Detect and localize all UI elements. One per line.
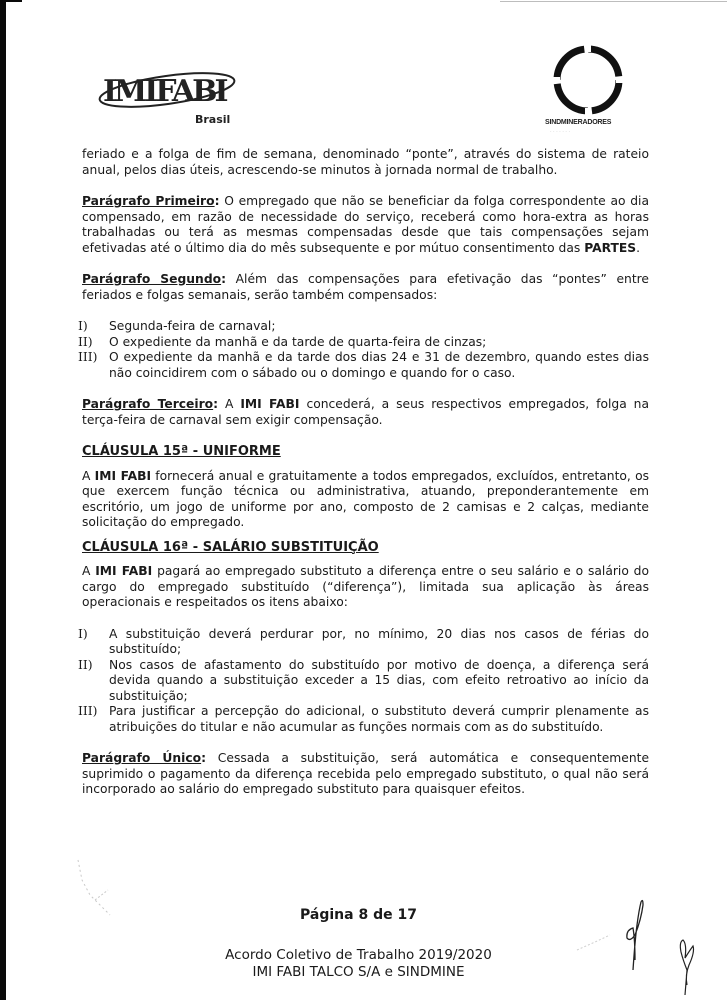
list-text: A substituição deverá perdurar por, no mínimo, 20 dias nos casos de férias do substituído; — [109, 626, 649, 656]
bold-term: IMI FABI — [95, 564, 153, 578]
paragraph-label: Parágrafo Primeiro — [82, 194, 215, 208]
sindmineradores-logo — [540, 40, 660, 140]
clause-16-text — [82, 564, 649, 611]
paragrafo-segundo: Parágrafo Segundo: Além das compensações para efetivação das “pontes” entre feriados e folgas semanais, serão também compensados: — [82, 272, 649, 302]
clause-16-title: CLÁUSULA 16ª - SALÁRIO SUBSTITUIÇÃO — [82, 539, 379, 555]
logo-subtitle: Brasil — [195, 113, 231, 126]
imifabi-logo-mark — [95, 68, 245, 113]
list-text: Nos casos de afastamento do substituído por motivo de doença, a diferença será devida quando a substituição exceder a 15 dias, com efeito retroativo ao início da substituição; — [109, 657, 649, 703]
paragraph-text-end: concederá, a seus respectivos empregados, folga na terça-feira de carnaval sem exigir compensação. — [82, 397, 650, 427]
clause-15-text — [82, 469, 649, 531]
document-body — [78, 147, 650, 798]
intro-paragraph: feriado e a folga de fim de semana, denominado “ponte”, através do sistema de rateio anual, pelos dias úteis, acrescendo-se minutos à jornada normal de trabalho. — [82, 147, 649, 177]
imifabi-logo — [95, 68, 245, 128]
list-item — [78, 319, 649, 335]
paragraph-text: Cessada a substituição, será automática e consequentemente suprimido o pagamento da diferença recebida pelo empregado substituto, o qual não será incorporado ao salário do empregado substituto para quaisquer efeitos. — [82, 751, 650, 796]
paragrafo-segundo-list — [78, 319, 649, 381]
paragrafo-primeiro: Parágrafo Primeiro: O empregado que não se beneficiar da folga correspondente ao dia compensado, em razão de necessidade do serviço, receberá como hora-extra as horas trabalhadas ou terá as mesmas compensadas desde que tais compensações sejam efetivadas até o último dia do mês subsequente e por mútuo consentimento das PARTES. — [82, 194, 649, 255]
list-numeral: I) — [78, 319, 88, 333]
crosshair-circle-icon — [548, 40, 628, 120]
logo-name: SINDMINERADORES — [545, 119, 612, 126]
bold-term: IMI FABI — [94, 468, 152, 483]
scan-edge-artifact — [0, 0, 6, 1000]
list-numeral: III) — [78, 704, 98, 718]
footer-line-1: Acordo Coletivo de Trabalho 2019/2020 — [225, 947, 492, 963]
faint-stamp-mark — [577, 935, 610, 950]
paragraph-text: Além das compensações para efetivação das “pontes” entre feriados e folgas semanais, serão também compensados: — [82, 272, 649, 302]
paragraph-label: Parágrafo Único — [82, 751, 202, 765]
handwritten-signatures — [575, 880, 725, 1000]
list-text: Para justificar a percepção do adicional, o substituto deverá cumprir plenamente as atribuições do titular e não acumular as funções normais com as do substituído. — [109, 704, 649, 734]
scan-top-artifact — [0, 0, 22, 2]
paragraph-text: A — [218, 397, 241, 411]
page-number: Página 8 de 17 — [300, 907, 417, 923]
clause-16-list — [78, 626, 649, 736]
bold-term: PARTES — [584, 240, 637, 255]
list-numeral: II) — [78, 657, 93, 672]
paragraph-text-end: fornecerá anual e gratuitamente a todos empregados, excluídos, entretanto, os que exercem função técnica ou administrativa, atuando, preponderantemente em escritório, um jogo de uniforme por ano, composto de 2 camisas e 2 calças, mediante solicitação do empregado. — [82, 468, 649, 529]
paragraph-text: A — [82, 564, 96, 578]
list-numeral: II) — [78, 334, 93, 349]
paragrafo-terceiro: Parágrafo Terceiro: A IMI FABI concederá, a seus respectivos empregados, folga na terça-feira de carnaval sem exigir compensação. — [82, 397, 650, 427]
logo-subtext-faded: · · · · · · · — [550, 129, 570, 135]
paragraph-label: Parágrafo Segundo — [82, 272, 222, 286]
list-text: O expediente da manhã e da tarde de quarta-feira de cinzas; — [109, 334, 487, 349]
bold-term: IMI FABI — [240, 397, 300, 411]
footer-line-2: IMI FABI TALCO S/A e SINDMINE — [252, 964, 465, 980]
list-numeral: I) — [78, 626, 88, 641]
paragraph-text-end: pagará ao empregado substituto a diferença entre o seu salário e o salário do cargo do empregado substituído (“diferença”), limitada sua aplicação às áreas operacionais e respeitados os itens abaixo: — [82, 564, 650, 609]
clause-15-title: CLÁUSULA 15ª - UNIFORME — [82, 444, 281, 459]
signature-1 — [627, 901, 643, 970]
paragraph-text: A — [82, 468, 95, 483]
list-item — [78, 657, 649, 705]
list-item — [78, 626, 649, 658]
paragrafo-unico: Parágrafo Único: Cessada a substituição, será automática e consequentemente suprimido o pagamento da diferença recebida pelo empregado substituto, o qual não será incorporado ao salário do empregado substituto para quaisquer efeitos. — [82, 751, 650, 796]
list-item — [78, 350, 649, 381]
list-numeral: III) — [78, 350, 98, 364]
list-text: O expediente da manhã e da tarde dos dias 24 e 31 de dezembro, quando estes dias não coincidirem com o sábado ou o domingo e quando for o caso. — [109, 350, 649, 380]
paragraph-text: O empregado que não se beneficiar da folga correspondente ao dia compensado, em razão de necessidade do serviço, receberá como hora-extra as horas trabalhadas ou terá as mesmas compensadas desde que tais compensações sejam efetivadas até o último dia do mês subsequente e por mútuo consentimento das — [82, 194, 649, 255]
list-item — [78, 334, 649, 351]
imifabi-logo-text: IMIFABI — [103, 74, 226, 109]
signature-2 — [680, 940, 693, 995]
paragraph-text-end: . — [636, 240, 641, 255]
list-text: Segunda-feira de carnaval; — [109, 319, 276, 333]
list-item — [78, 704, 649, 735]
stray-pencil-marks — [70, 855, 140, 935]
scan-topline-artifact — [500, 1, 727, 2]
paragraph-label: Parágrafo Terceiro — [82, 397, 214, 411]
